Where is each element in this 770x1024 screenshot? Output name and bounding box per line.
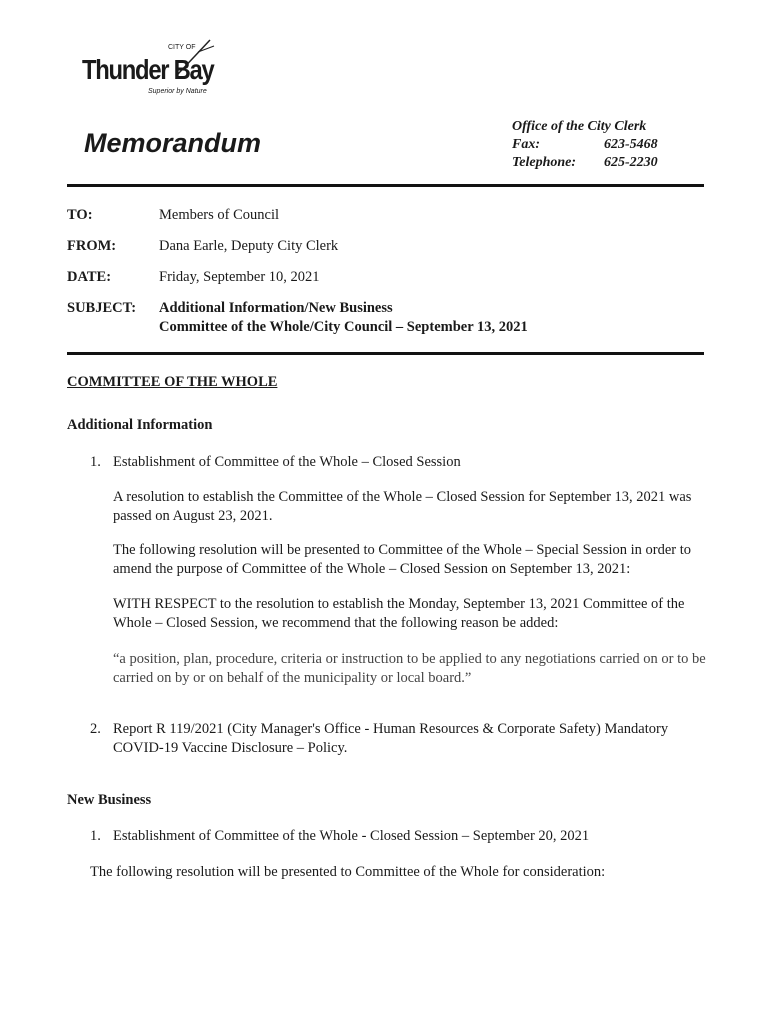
additional-info-heading: Additional Information — [67, 417, 213, 433]
city-logo — [82, 38, 232, 100]
header-divider-top — [67, 184, 704, 187]
subject-line-2: Committee of the Whole/City Council – September 13, 2021 — [159, 319, 528, 335]
item1-quote: “a position, plan, procedure, criteria or instruction to be applied to any negotiations carried on or to be carried on by or on behalf of the municipality or local board.” — [113, 651, 706, 686]
item1-paragraph-1: A resolution to establish the Committee of the Whole – Closed Session for September 13, 2021 was passed on August 23, 2021. — [113, 489, 692, 524]
from-value: Dana Earle, Deputy City Clerk — [159, 238, 339, 254]
item1-title: Establishment of Committee of the Whole – Closed Session — [113, 454, 461, 470]
fax-label: Fax: — [512, 137, 540, 152]
from-label: FROM: — [67, 238, 117, 254]
item2-text: Report R 119/2021 (City Manager's Office - Human Resources & Corporate Safety) Mandatory COVID-19 Vaccine Disclosure – Policy. — [113, 721, 669, 756]
logo-name: Thunder Bay — [82, 54, 214, 85]
item1-number: 1. — [90, 454, 101, 470]
cotw-heading: COMMITTEE OF THE WHOLE — [67, 374, 278, 390]
office-name: Office of the City Clerk — [512, 119, 647, 134]
nb1-number: 1. — [90, 828, 101, 844]
telephone-label: Telephone: — [512, 155, 577, 170]
to-label: TO: — [67, 207, 93, 223]
subject-label: SUBJECT: — [67, 300, 137, 316]
header-divider-bottom — [67, 352, 704, 355]
item2-number: 2. — [90, 721, 101, 737]
office-contact — [512, 118, 658, 172]
nb1-title: Establishment of Committee of the Whole - Closed Session – September 20, 2021 — [113, 828, 590, 844]
item1-paragraph-3: WITH RESPECT to the resolution to establish the Monday, September 13, 2021 Committee of the Whole – Closed Session, we recommend that the following reason be added: — [113, 596, 685, 631]
item1-paragraph-2: The following resolution will be presented to Committee of the Whole – Special Session in order to amend the purpose of Committee of the Whole – Closed Session on September 13, 2021: — [113, 542, 692, 577]
date-value: Friday, September 10, 2021 — [159, 269, 320, 285]
new-business-paragraph: The following resolution will be presented to Committee of the Whole for consideration: — [90, 864, 606, 880]
logo-city-of: CITY OF — [168, 44, 196, 51]
new-business-heading: New Business — [67, 792, 152, 808]
date-label: DATE: — [67, 269, 112, 285]
to-value: Members of Council — [159, 207, 280, 223]
subject-line-1: Additional Information/New Business — [159, 300, 393, 316]
fax-number: 623-5468 — [604, 137, 658, 152]
memo-title: Memorandum — [84, 128, 262, 158]
logo-tagline: Superior by Nature — [148, 88, 207, 95]
telephone-number: 625-2230 — [604, 155, 658, 170]
